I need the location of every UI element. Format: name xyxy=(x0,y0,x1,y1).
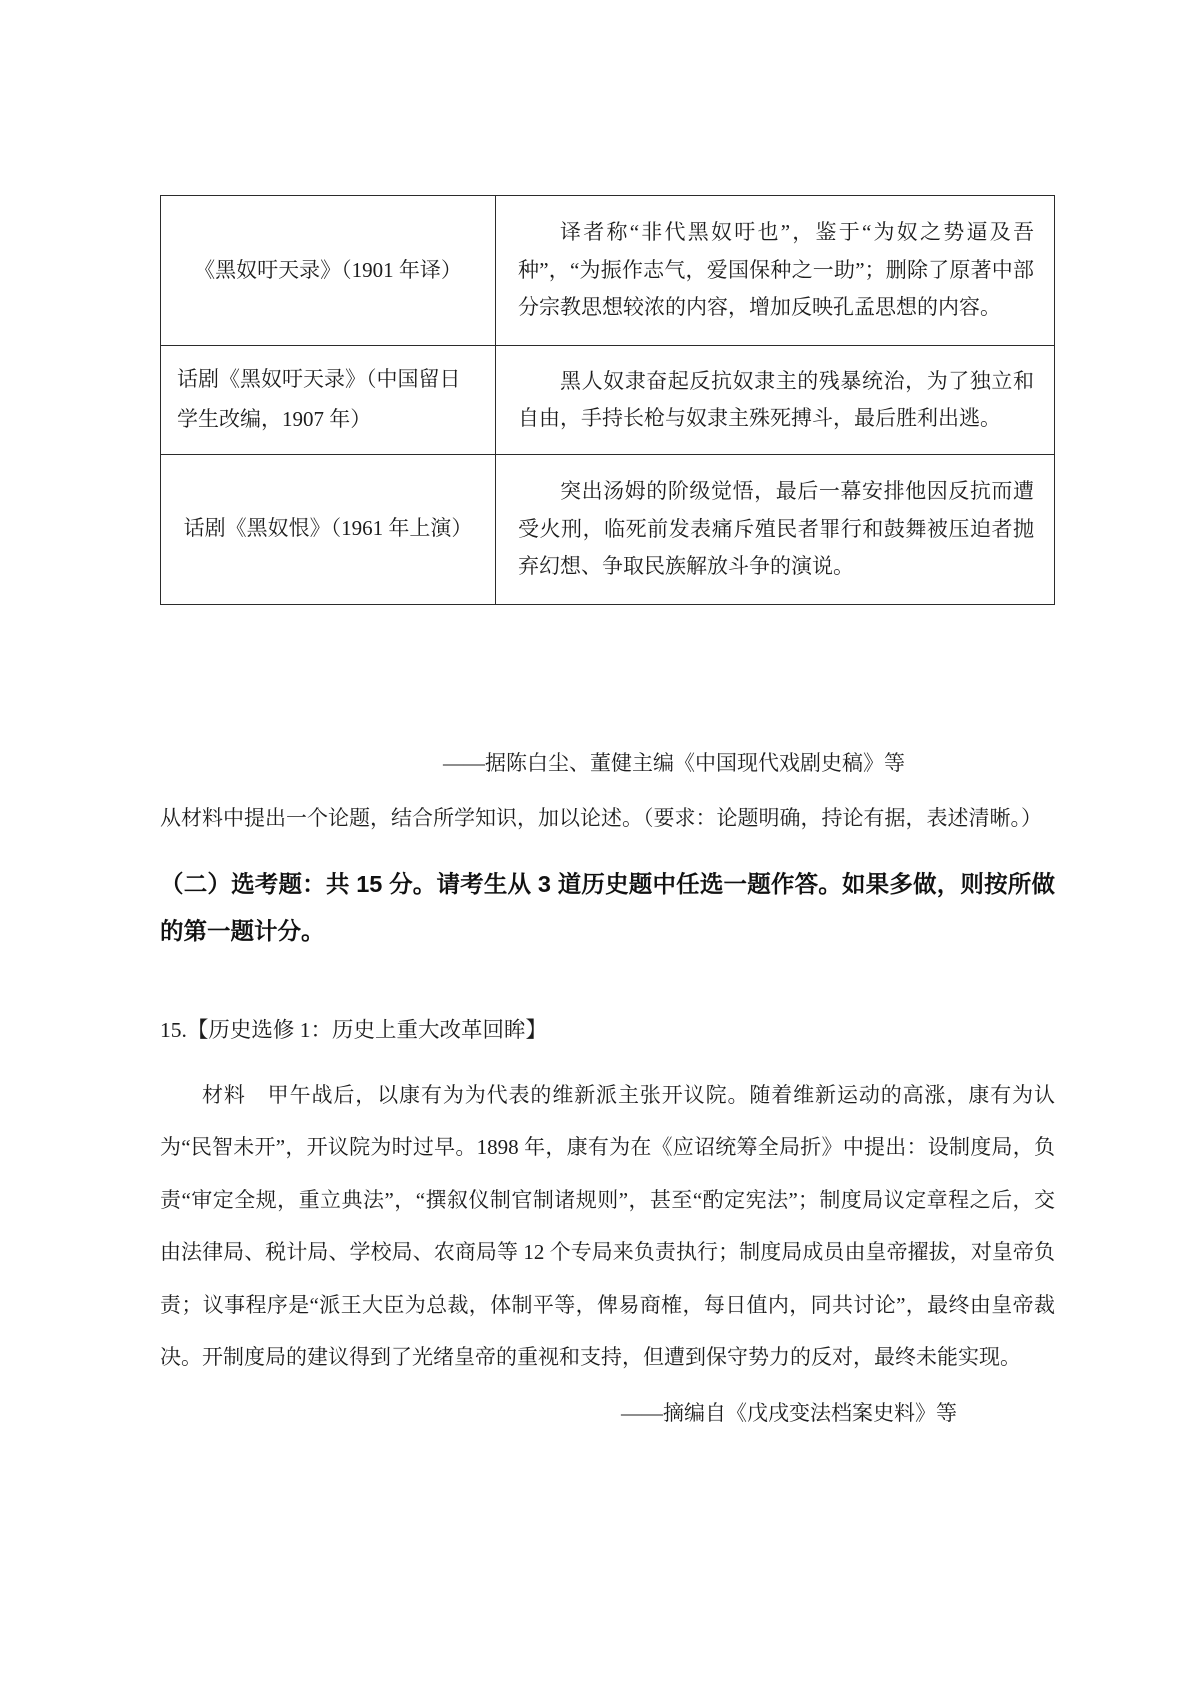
question-15-title: 15.【历史选修 1：历史上重大改革回眸】 xyxy=(160,1017,548,1042)
source-citation: ——据陈白尘、董健主编《中国现代戏剧史稿》等 xyxy=(443,750,905,775)
work-title-cell: 话剧《黑奴恨》（1961 年上演） xyxy=(161,454,496,604)
table-row xyxy=(161,196,1055,346)
work-description-cell: 译者称“非代黑奴吁也”，鉴于“为奴之势逼及吾种”，“为振作志气，爱国保种之一助”；删除了原著中部分宗教思想较浓的内容，增加反映孔孟思想的内容。 xyxy=(496,196,1055,346)
source-citation-2: ——摘编自《戊戌变法档案史料》等 xyxy=(621,1400,957,1425)
section-header: （二）选考题：共 15 分。请考生从 3 道历史题中任选一题作答。如果多做，则按所做的第一题计分。 xyxy=(160,870,1055,944)
work-title-cell: 话剧《黑奴吁天录》（中国留日学生改编，1907 年） xyxy=(161,346,496,455)
adaptations-table xyxy=(160,195,1055,605)
work-title-cell: 《黑奴吁天录》（1901 年译） xyxy=(161,196,496,346)
work-description-cell: 黑人奴隶奋起反抗奴隶主的残暴统治，为了独立和自由，手持长枪与奴隶主殊死搏斗，最后胜利出逃。 xyxy=(496,346,1055,455)
work-description-cell: 突出汤姆的阶级觉悟，最后一幕安排他因反抗而遭受火刑，临死前发表痛斥殖民者罪行和鼓舞被压迫者抛弃幻想、争取民族解放斗争的演说。 xyxy=(496,454,1055,604)
table-row xyxy=(161,346,1055,455)
table-row xyxy=(161,454,1055,604)
task-instruction: 从材料中提出一个论题，结合所学知识，加以论述。（要求：论题明确，持论有据，表述清晰。） xyxy=(160,806,1042,831)
question-15-material: 材料 甲午战后，以康有为为代表的维新派主张开议院。随着维新运动的高涨，康有为认为“民智未开”，开议院为时过早。1898 年，康有为在《应诏统筹全局折》中提出：设制度局，负责“审定全规，重立典法”，“撰叙仪制官制诸规则”，甚至“酌定宪法”；制度局议定章程之后，交由法律局、税计局、学校局、农商局等 12 个专局来负责执行；制度局成员由皇帝擢拔，对皇帝负责；议事程序是“派王大臣为总裁，体制平等，俾易商榷，每日值内，同共讨论”，最终由皇帝裁决。开制度局的建议得到了光绪皇帝的重视和支持，但遭到保守势力的反对，最终未能实现。 xyxy=(160,1082,1055,1370)
